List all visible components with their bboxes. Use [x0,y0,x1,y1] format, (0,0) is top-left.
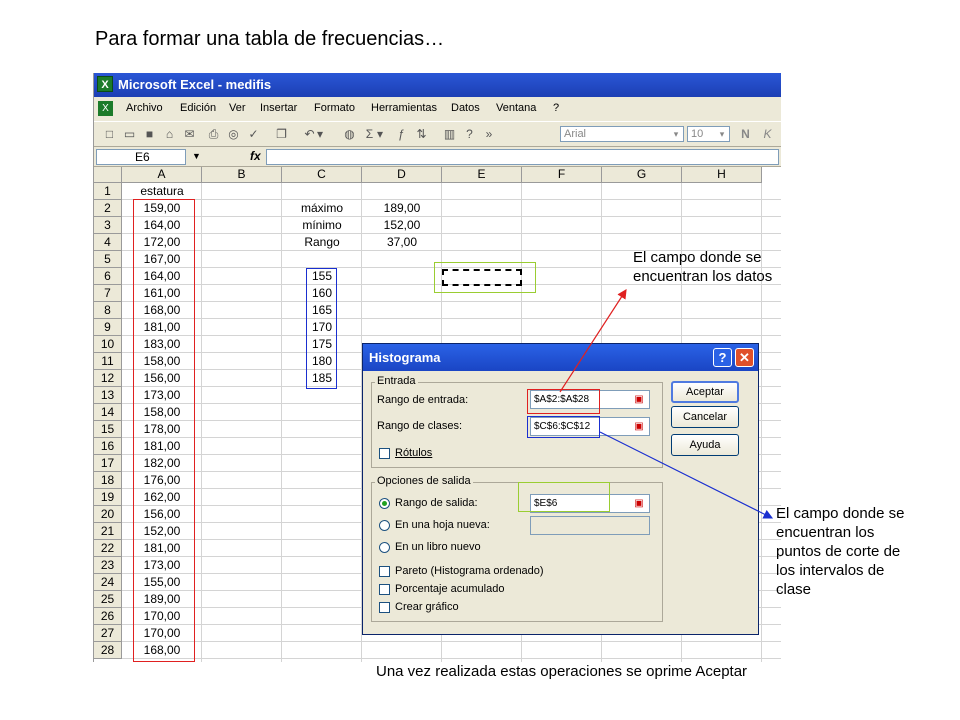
print-preview-icon[interactable]: ◎ [228,127,239,141]
italic-icon[interactable]: K [763,127,772,141]
cell-c10[interactable]: 175 [311,337,333,351]
cell-a21[interactable]: 152,00 [143,524,181,538]
row-header-3[interactable]: 3 [94,217,122,234]
email-icon[interactable]: ✉ [184,127,195,141]
annotation-class-line-1: El campo donde se [776,505,905,522]
cell-a18[interactable]: 176,00 [143,473,181,487]
cell-a4[interactable]: 172,00 [143,235,181,249]
cell-a7[interactable]: 161,00 [143,286,181,300]
cell-a27[interactable]: 170,00 [143,626,181,640]
cell-a20[interactable]: 156,00 [143,507,181,521]
cell-a3[interactable]: 164,00 [143,218,181,232]
cell-d4[interactable]: 37,00 [386,235,418,249]
hyperlink-icon[interactable]: ◍ [344,127,355,141]
insert-function-icon[interactable]: fx [250,149,261,163]
chart-wizard-icon[interactable]: ▥ [443,127,456,141]
create-chart-label: Crear gráfico [395,601,459,613]
input-range-field[interactable]: $A$2:$A$28 [530,390,650,409]
font-size-select[interactable]: 10 [687,126,730,142]
row-header-22[interactable]: 22 [94,540,122,557]
annotation-data-line-1: El campo donde se [633,249,762,266]
row-header-26[interactable]: 26 [94,608,122,625]
annotation-data-line-2: encuentran los datos [633,268,773,285]
font-dropdown-icon[interactable]: ▾ [673,129,679,139]
window-title: Microsoft Excel - medifis [118,77,272,92]
cell-a12[interactable]: 156,00 [143,371,181,385]
cell-a2[interactable]: 159,00 [143,201,181,215]
cell-a1[interactable]: estatura [140,184,184,198]
row-header-18[interactable]: 18 [94,472,122,489]
cell-c11[interactable]: 180 [311,354,333,368]
function-icon[interactable]: ƒ [398,127,405,141]
dialog-title: Histograma [369,350,441,365]
row-header-20[interactable]: 20 [94,506,122,523]
help-title-icon[interactable]: ? [713,348,732,367]
menu-item-2[interactable]: Ver [229,102,246,114]
collapse-dialog-icon-2[interactable]: ▣ [634,421,644,432]
cumulative-label: Porcentaje acumulado [395,583,505,595]
pareto-label: Pareto (Histograma ordenado) [395,565,544,577]
cancel-button[interactable]: Cancelar [671,406,739,428]
excel-icon: X [97,76,113,92]
column-header-B[interactable]: B [202,167,282,183]
menu-item-7[interactable]: Ventana [496,102,537,114]
arrow-to-data-note [560,290,626,392]
save-icon[interactable]: ■ [145,127,154,141]
row-header-10[interactable]: 10 [94,336,122,353]
row-header-25[interactable]: 25 [94,591,122,608]
permission-icon[interactable]: ⌂ [165,127,174,141]
workbook-icon[interactable]: X [98,101,113,116]
row-header-8[interactable]: 8 [94,302,122,319]
input-range-label: Rango de entrada: [377,394,469,406]
close-icon[interactable]: ✕ [735,348,754,367]
size-dropdown-icon[interactable]: ▾ [719,129,725,139]
annotation-class-line-3: puntos de corte de [776,543,901,560]
cell-a13[interactable]: 173,00 [143,388,181,402]
cell-d2[interactable]: 189,00 [383,201,421,215]
annotation-data-range [633,248,772,286]
column-header-E[interactable]: E [442,167,522,183]
cell-c4[interactable]: Rango [304,235,340,249]
collapse-dialog-icon-3[interactable]: ▣ [634,498,644,509]
row-header-11[interactable]: 11 [94,353,122,370]
bold-icon[interactable]: N [741,127,750,141]
row-header-23[interactable]: 23 [94,557,122,574]
menu-item-5[interactable]: Herramientas [371,102,438,114]
cell-a14[interactable]: 158,00 [143,405,181,419]
cell-a8[interactable]: 168,00 [143,303,181,317]
cell-c2[interactable]: máximo [300,201,343,215]
cell-a5[interactable]: 167,00 [143,252,181,266]
cell-a10[interactable]: 183,00 [143,337,181,351]
row-header-1[interactable]: 1 [94,183,122,200]
help-button[interactable]: Ayuda [671,434,739,456]
column-header-C[interactable]: C [282,167,362,183]
autosum-dropdown-icon[interactable]: ▾ [376,127,384,141]
name-box-dropdown-icon[interactable]: ▼ [192,151,201,161]
cell-c3[interactable]: mínimo [302,218,342,232]
row-header-21[interactable]: 21 [94,523,122,540]
column-header-G[interactable]: G [602,167,682,183]
row-header-24[interactable]: 24 [94,574,122,591]
spelling-icon[interactable]: ✓ [248,127,259,141]
row-header-14[interactable]: 14 [94,404,122,421]
toolbar-options-icon[interactable]: » [485,127,493,141]
cell-a25[interactable]: 189,00 [143,592,181,606]
labels-checkbox-label: Rótulos [395,447,433,459]
ok-button[interactable]: Aceptar [671,381,739,403]
new-book-label: En un libro nuevo [395,541,481,553]
cell-a16[interactable]: 181,00 [143,439,181,453]
cell-c12[interactable]: 185 [311,371,333,385]
cell-c6[interactable]: 155 [311,269,333,283]
cell-c9[interactable]: 170 [311,320,333,334]
new-sheet-label: En una hoja nueva: [395,519,490,531]
cell-a26[interactable]: 170,00 [143,609,181,623]
column-header-D[interactable]: D [362,167,442,183]
row-header-16[interactable]: 16 [94,438,122,455]
cell-a15[interactable]: 178,00 [143,422,181,436]
row-header-15[interactable]: 15 [94,421,122,438]
output-group-label: Opciones de salida [377,475,471,487]
cell-c8[interactable]: 165 [311,303,333,317]
menu-item-6[interactable]: Datos [451,102,480,114]
row-header-27[interactable]: 27 [94,625,122,642]
output-range-field[interactable]: $E$6 [530,494,650,513]
row-header-2[interactable]: 2 [94,200,122,217]
cell-a11[interactable]: 158,00 [143,354,181,368]
column-header-F[interactable]: F [522,167,602,183]
autosum-icon[interactable]: Σ [365,127,374,141]
column-header-H[interactable]: H [682,167,762,183]
slide-title: Para formar una tabla de frecuencias… [95,28,445,50]
annotation-class-line-4: los intervalos de [776,562,885,579]
row-header-12[interactable]: 12 [94,370,122,387]
new-file-icon[interactable]: □ [105,127,114,141]
cell-a17[interactable]: 182,00 [143,456,181,470]
row-header-4[interactable]: 4 [94,234,122,251]
cell-a9[interactable]: 181,00 [143,320,181,334]
font-name-select[interactable]: Arial [560,126,684,142]
cell-a22[interactable]: 181,00 [143,541,181,555]
row-header-7[interactable]: 7 [94,285,122,302]
row-header-19[interactable]: 19 [94,489,122,506]
copy-icon[interactable]: ❐ [276,127,287,141]
name-box[interactable]: E6 [96,149,186,165]
menu-item-8[interactable]: ? [553,102,560,114]
undo-dropdown-icon[interactable]: ▾ [316,127,324,141]
cell-a24[interactable]: 155,00 [143,575,181,589]
cell-a6[interactable]: 164,00 [143,269,181,283]
annotation-class-range [776,504,904,599]
cell-a19[interactable]: 162,00 [143,490,181,504]
row-header-5[interactable]: 5 [94,251,122,268]
annotation-class-line-2: encuentran los [776,524,875,541]
menu-item-4[interactable]: Formato [314,102,355,114]
output-range-label: Rango de salida: [395,497,478,509]
row-header-13[interactable]: 13 [94,387,122,404]
cell-a23[interactable]: 173,00 [143,558,181,572]
cell-c7[interactable]: 160 [311,286,333,300]
menu-item-3[interactable]: Insertar [260,102,298,114]
menu-item-0[interactable]: Archivo [126,102,163,114]
row-header-17[interactable]: 17 [94,455,122,472]
arrow-to-classes-note [600,432,772,518]
bin-range-field[interactable]: $C$6:$C$12 [530,417,650,436]
bin-range-label: Rango de clases: [377,420,462,432]
print-icon[interactable]: ⎙ [208,127,219,141]
help-icon[interactable]: ? [466,127,473,141]
cell-d3[interactable]: 152,00 [383,218,421,232]
annotation-class-line-5: clase [776,581,812,598]
row-header-6[interactable]: 6 [94,268,122,285]
row-header-9[interactable]: 9 [94,319,122,336]
footer-note: Una vez realizada estas operaciones se oprime Aceptar [376,663,748,680]
undo-icon[interactable]: ↶ [304,127,315,141]
row-header-28[interactable]: 28 [94,642,122,659]
cell-a28[interactable]: 168,00 [143,643,181,657]
column-header-A[interactable]: A [122,167,202,183]
sort-ascending-icon[interactable]: ⇅ [416,127,427,141]
menu-item-1[interactable]: Edición [180,102,217,114]
collapse-dialog-icon[interactable]: ▣ [634,394,644,405]
open-folder-icon[interactable]: ▭ [123,127,136,141]
input-group-label: Entrada [377,375,416,387]
